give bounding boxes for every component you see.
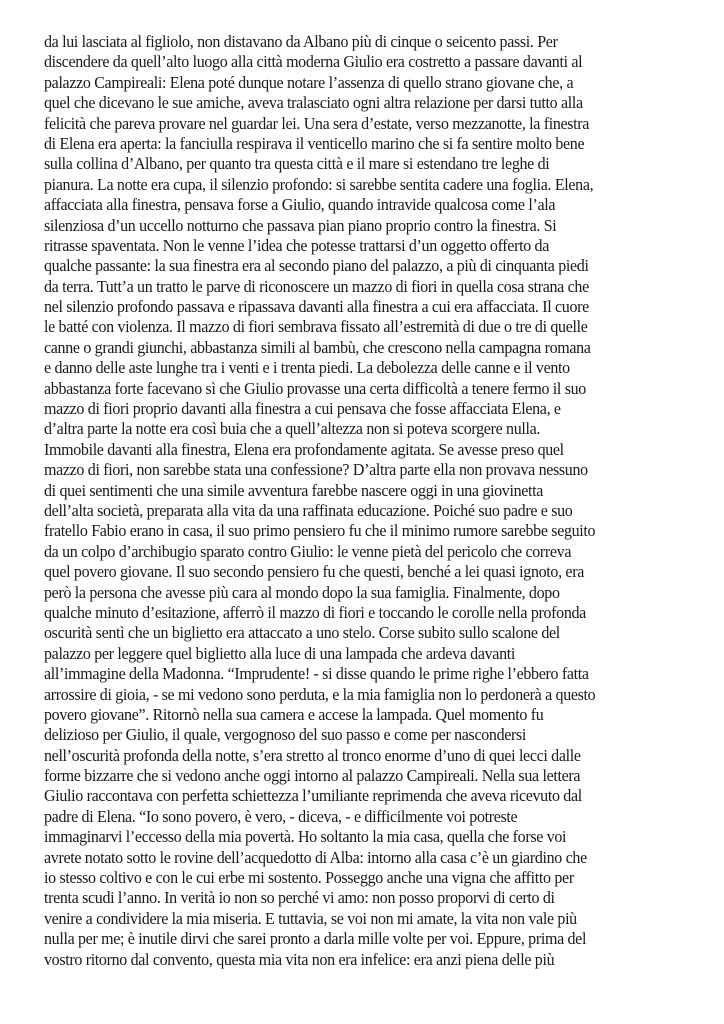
text-line: di Elena era aperta: la fanciulla respirava il venticello marino che si fa sentire molto bene xyxy=(44,133,585,153)
text-line: le batté con violenza. Il mazzo di fiori sembrava fissato all’estremità di due o tre di quelle xyxy=(44,317,588,337)
text-line: fratello Fabio erano in casa, il suo primo pensiero fu che il minimo rumore sarebbe seguito xyxy=(44,521,596,541)
text-line: immaginarvi l’eccesso della mia povertà. Ho soltanto la mia casa, quella che forse voi xyxy=(44,827,567,847)
text-line: Immobile davanti alla finestra, Elena era profondamente agitata. Se avesse preso quel xyxy=(44,439,564,459)
text-line: oscurità sentì che un biglietto era attaccato a uno stelo. Corse subito sullo scalone del xyxy=(44,623,560,643)
text-line: ritrasse spaventata. Non le venne l’idea che potesse trattarsi d’un oggetto offerto da xyxy=(44,235,549,255)
text-line: mazzo di fiori, non sarebbe stata una confessione? D’altra parte ella non provava nessuno xyxy=(44,460,588,480)
text-line: canne o grandi giunchi, abbastanza simili al bambù, che crescono nella campagna romana xyxy=(44,337,591,357)
text-line: trenta scudi l’anno. In verità io non so perché vi amo: non posso proporvi di certo di xyxy=(44,888,555,908)
text-line: sulla collina d’Albano, per quanto tra questa città e il mare si estendano tre leghe di xyxy=(44,154,550,174)
text-line: di quei sentimenti che una simile avventura farebbe nascere oggi in una giovinetta xyxy=(44,480,544,500)
text-line: arrossire di gioia, - se mi vedono sono perduta, e la mia famiglia non lo perdonerà a questo xyxy=(44,684,596,704)
text-line: padre di Elena. “Io sono povero, è vero, - diceva, - e difficilmente voi potreste xyxy=(44,806,518,826)
text-line: nulla per me; è inutile dirvi che sarei pronto a darla mille volte per voi. Eppure, prima del xyxy=(44,929,587,949)
text-line: qualche passante: la sua finestra era al secondo piano del palazzo, a più di cinquanta piedi xyxy=(44,256,589,276)
text-line: però la persona che avesse più cara al mondo dopo la sua famiglia. Finalmente, dopo xyxy=(44,582,560,602)
text-line: all’immagine della Madonna. “Imprudente! - si disse quando le prime righe l’ebbero fatta xyxy=(44,664,589,684)
text-line: mazzo di fiori proprio davanti alla finestra a cui pensava che fosse affacciata Elena, e xyxy=(44,399,561,419)
text-line: e danno delle aste lunghe tra i venti e i trenta piedi. La debolezza delle canne e il vento xyxy=(44,358,570,378)
text-line: discendere da quell’alto luogo alla città moderna Giulio era costretto a passare davanti al xyxy=(44,52,583,72)
text-line: io stesso coltivo e con le cui erbe mi sostento. Posseggo anche una vigna che affitto per xyxy=(44,868,574,888)
text-line: dell’alta società, preparata alla vita da una raffinata educazione. Poiché suo padre e suo xyxy=(44,500,573,520)
text-line: povero giovane”. Ritornò nella sua camera e accese la lampada. Quel momento fu xyxy=(44,704,544,724)
text-line: palazzo per leggere quel biglietto alla luce di una lampada che ardeva davanti xyxy=(44,643,515,663)
text-line: quel che dicevano le sue amiche, aveva tralasciato ogni altra relazione per darsi tutto alla xyxy=(44,93,583,113)
text-line: forme bizzarre che si vedono anche oggi intorno al palazzo Campireali. Nella sua lettera xyxy=(44,766,581,786)
text-line: palazzo Campireali: Elena poté dunque notare l’assenza di quello strano giovane che, a xyxy=(44,72,574,92)
text-line: da un colpo d’archibugio sparato contro Giulio: le venne pietà del pericolo che correva xyxy=(44,541,572,561)
text-line: d’altra parte la notte era così buia che a quell’altezza non si poteva scorgere nulla. xyxy=(44,419,541,439)
text-line: venire a condividere la mia miseria. E tuttavia, se voi non mi amate, la vita non vale più xyxy=(44,908,577,928)
text-line: felicità che pareva provare nel guardar lei. Una sera d’estate, verso mezzanotte, la finestra xyxy=(44,113,590,133)
text-line: pianura. La notte era cupa, il silenzio profondo: si sarebbe sentita cadere una foglia. Elena, xyxy=(44,174,594,194)
text-line: avrete notato sotto le rovine dell’acquedotto di Alba: intorno alla casa c’è un giardino che xyxy=(44,847,587,867)
text-line: nell’oscurità profonda della notte, s’era stretto al tronco enorme d’uno di quei lecci dalle xyxy=(44,745,581,765)
text-line: vostro ritorno dal convento, questa mia vita non era infelice: era anzi piena delle più xyxy=(44,949,555,969)
text-line: affacciata alla finestra, pensava forse a Giulio, quando intravide qualcosa come l’ala xyxy=(44,195,556,215)
text-line: abbastanza forte facevano sì che Giulio provasse una certa difficoltà a tenere fermo il suo xyxy=(44,378,586,398)
text-line: Giulio raccontava con perfetta schiettezza l’umiliante reprimenda che aveva ricevuto dal xyxy=(44,786,582,806)
document-page xyxy=(44,32,724,970)
text-line: quel povero giovane. Il suo secondo pensiero fu che questi, benché a lei quasi ignoto, era xyxy=(44,562,584,582)
text-line: silenziosa d’un uccello notturno che passava pian piano proprio contro la finestra. Si xyxy=(44,215,557,235)
text-line: nel silenzio profondo passava e ripassava davanti alla finestra a cui era affacciata. Il cuore xyxy=(44,297,589,317)
text-line: da lui lasciata al figliolo, non distavano da Albano più di cinque o seicento passi. Per xyxy=(44,32,558,51)
text-line: delizioso per Giulio, il quale, vergognoso del suo passo e come per nascondersi xyxy=(44,725,527,745)
text-line: qualche minuto d’esitazione, afferrò il mazzo di fiori e toccando le corolle nella profonda xyxy=(44,602,586,622)
text-line: da terra. Tutt’a un tratto le parve di riconoscere un mazzo di fiori in quella cosa strana che xyxy=(44,276,589,296)
